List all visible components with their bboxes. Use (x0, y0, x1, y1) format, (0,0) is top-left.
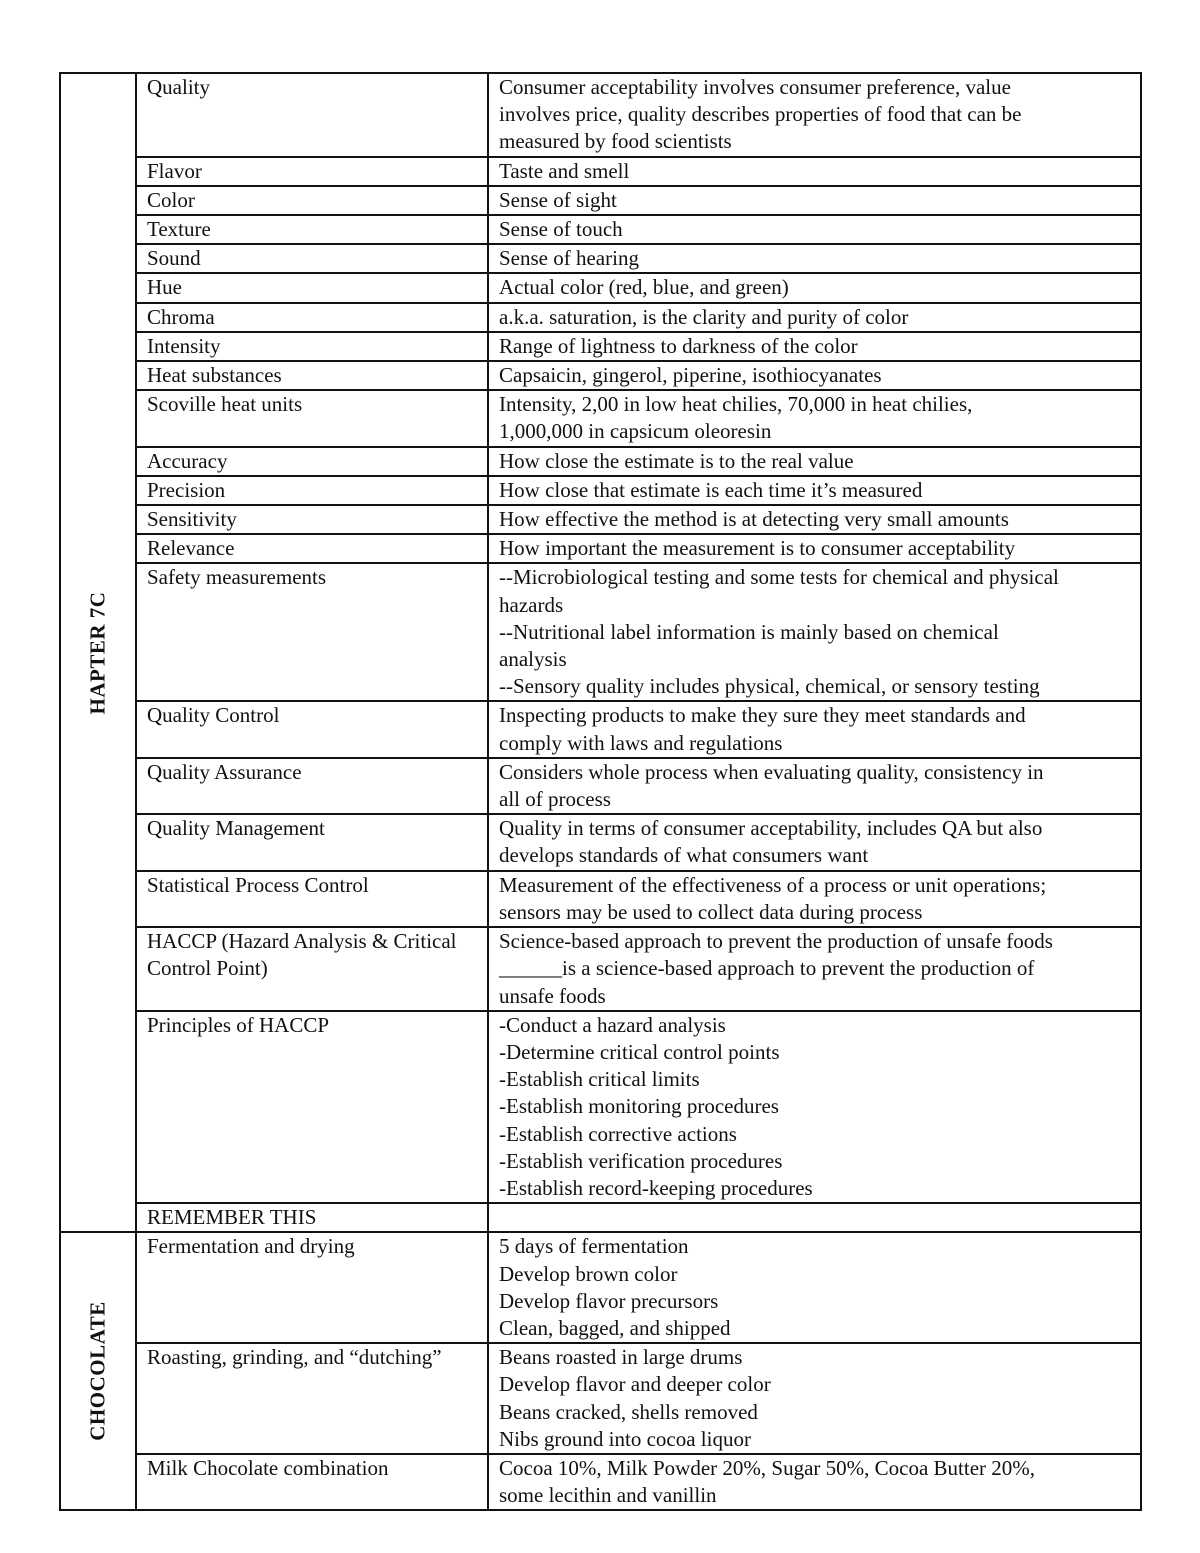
definition-cell (488, 186, 1141, 215)
definition-line: unsafe foods (499, 983, 606, 1008)
definition-line: -Establish corrective actions (499, 1121, 737, 1146)
table-row (60, 476, 1141, 505)
definition-line: Intensity, 2,00 in low heat chilies, 70,000 in heat chilies, (499, 392, 973, 417)
definition-line: ______is a science-based approach to prevent the production of (499, 956, 1035, 981)
definition-line: --Nutritional label information is mainly based on chemical (499, 619, 999, 644)
definition-line: -Establish record-keeping procedures (499, 1175, 813, 1200)
definition-line: Sense of sight (499, 187, 617, 212)
table-row (60, 273, 1141, 302)
term-cell: Quality Management (136, 814, 488, 870)
term-cell: Milk Chocolate combination (136, 1454, 488, 1510)
term-cell: Accuracy (136, 447, 488, 476)
definition-cell (488, 273, 1141, 302)
definition-cell (488, 361, 1141, 390)
definition-cell (488, 332, 1141, 361)
term-cell: Principles of HACCP (136, 1011, 488, 1203)
definition-line: 5 days of fermentation (499, 1234, 689, 1259)
term-cell: Flavor (136, 157, 488, 186)
definition-line: Science-based approach to prevent the production of unsafe foods (499, 929, 1053, 954)
term-cell: Quality (136, 73, 488, 157)
definition-line: --Microbiological testing and some tests for chemical and physical (499, 565, 1059, 590)
definition-cell (488, 1454, 1141, 1510)
definition-line: Measurement of the effectiveness of a process or unit operations; (499, 872, 1047, 897)
definition-line: How effective the method is at detecting very small amounts (499, 507, 1009, 532)
definition-line: a.k.a. saturation, is the clarity and purity of color (499, 304, 909, 329)
table-row (60, 390, 1141, 446)
definition-cell (488, 215, 1141, 244)
table-row (60, 303, 1141, 332)
definition-line: -Conduct a hazard analysis (499, 1012, 726, 1037)
table-body (60, 73, 1141, 1510)
table-row (60, 1343, 1141, 1454)
definition-cell (488, 534, 1141, 563)
definition-cell (488, 701, 1141, 757)
definition-cell (488, 303, 1141, 332)
term-cell: Heat substances (136, 361, 488, 390)
definition-line: Actual color (red, blue, and green) (499, 275, 789, 300)
definition-line: some lecithin and vanillin (499, 1483, 717, 1508)
term-cell: Sensitivity (136, 505, 488, 534)
definition-line: Beans cracked, shells removed (499, 1399, 758, 1424)
term-cell: Fermentation and drying (136, 1232, 488, 1343)
definition-cell (488, 447, 1141, 476)
table-row (60, 215, 1141, 244)
term-cell: Roasting, grinding, and “dutching” (136, 1343, 488, 1454)
term-cell: Sound (136, 244, 488, 273)
definition-line: Capsaicin, gingerol, piperine, isothiocyanates (499, 363, 882, 388)
term-cell: Texture (136, 215, 488, 244)
table-row (60, 534, 1141, 563)
definition-line: involves price, quality describes properties of food that can be (499, 102, 1022, 127)
section-label: CHOCOLATE (85, 1301, 110, 1442)
definition-cell (488, 390, 1141, 446)
definition-line: -Establish monitoring procedures (499, 1094, 779, 1119)
term-cell: Quality Assurance (136, 758, 488, 814)
definition-cell (488, 1203, 1141, 1232)
definition-line: -Establish critical limits (499, 1067, 700, 1092)
table-row (60, 332, 1141, 361)
term-cell: Relevance (136, 534, 488, 563)
definition-line: Range of lightness to darkness of the color (499, 333, 858, 358)
table-row (60, 505, 1141, 534)
term-cell: Safety measurements (136, 563, 488, 701)
section-cell (60, 1232, 136, 1510)
definition-line: Inspecting products to make they sure they meet standards and (499, 703, 1026, 728)
definition-line: Develop flavor precursors (499, 1288, 719, 1313)
term-cell: Color (136, 186, 488, 215)
definition-cell (488, 1343, 1141, 1454)
definition-line: -Establish verification procedures (499, 1148, 783, 1173)
definition-cell (488, 476, 1141, 505)
definition-line: analysis (499, 647, 567, 672)
table-row (60, 701, 1141, 757)
term-cell: HACCP (Hazard Analysis & Critical Control Point) (136, 927, 488, 1011)
table-row (60, 814, 1141, 870)
definition-line: Develop brown color (499, 1261, 678, 1286)
table-row (60, 244, 1141, 273)
definition-line: measured by food scientists (499, 129, 732, 154)
table-row (60, 1454, 1141, 1510)
definition-line: How important the measurement is to consumer acceptability (499, 536, 1016, 561)
definition-line: Sense of touch (499, 217, 623, 242)
section-cell (60, 73, 136, 1232)
definition-cell (488, 871, 1141, 927)
empty-line (499, 1204, 1136, 1231)
definition-line: --Sensory quality includes physical, chemical, or sensory testing (499, 674, 1040, 699)
section-label: HAPTER 7C (85, 591, 110, 715)
term-cell: Statistical Process Control (136, 871, 488, 927)
definition-line: How close that estimate is each time it’s measured (499, 477, 923, 502)
table-row (60, 927, 1141, 1011)
definition-cell (488, 157, 1141, 186)
term-cell: Chroma (136, 303, 488, 332)
definition-line: Beans roasted in large drums (499, 1345, 743, 1370)
table-row (60, 1232, 1141, 1343)
definition-line: 1,000,000 in capsicum oleoresin (499, 419, 772, 444)
definition-line: How close the estimate is to the real value (499, 448, 854, 473)
definition-line: Taste and smell (499, 158, 630, 183)
term-cell: Precision (136, 476, 488, 505)
definition-cell (488, 244, 1141, 273)
table-row (60, 157, 1141, 186)
definition-line: sensors may be used to collect data during process (499, 899, 923, 924)
definition-line: all of process (499, 787, 611, 812)
table-row (60, 1203, 1141, 1232)
definition-line: Clean, bagged, and shipped (499, 1315, 731, 1340)
definition-cell (488, 758, 1141, 814)
term-cell: Quality Control (136, 701, 488, 757)
definition-line: comply with laws and regulations (499, 730, 783, 755)
table-row (60, 73, 1141, 157)
definition-line: Nibs ground into cocoa liquor (499, 1426, 751, 1451)
term-cell: Hue (136, 273, 488, 302)
table-row (60, 447, 1141, 476)
definition-cell (488, 1011, 1141, 1203)
table-row (60, 186, 1141, 215)
definition-line: hazards (499, 592, 564, 617)
definition-cell (488, 505, 1141, 534)
definition-cell (488, 814, 1141, 870)
definition-cell (488, 73, 1141, 157)
definition-line: -Determine critical control points (499, 1039, 780, 1064)
table-row (60, 361, 1141, 390)
term-cell: Intensity (136, 332, 488, 361)
table-row (60, 563, 1141, 701)
definition-line: Consumer acceptability involves consumer preference, value (499, 75, 1011, 99)
definition-line: develops standards of what consumers want (499, 843, 869, 868)
definition-line: Sense of hearing (499, 246, 639, 271)
definition-line: Quality in terms of consumer acceptability, includes QA but also (499, 816, 1043, 841)
study-notes-table (59, 72, 1142, 1511)
table-row (60, 758, 1141, 814)
table-row (60, 1011, 1141, 1203)
definition-cell (488, 1232, 1141, 1343)
definition-cell (488, 927, 1141, 1011)
definition-cell (488, 563, 1141, 701)
term-cell: Scoville heat units (136, 390, 488, 446)
definition-line: Considers whole process when evaluating quality, consistency in (499, 759, 1044, 784)
table-row (60, 871, 1141, 927)
definition-line: Cocoa 10%, Milk Powder 20%, Sugar 50%, Cocoa Butter 20%, (499, 1455, 1036, 1480)
definition-line: Develop flavor and deeper color (499, 1372, 771, 1397)
term-cell: REMEMBER THIS (136, 1203, 488, 1232)
